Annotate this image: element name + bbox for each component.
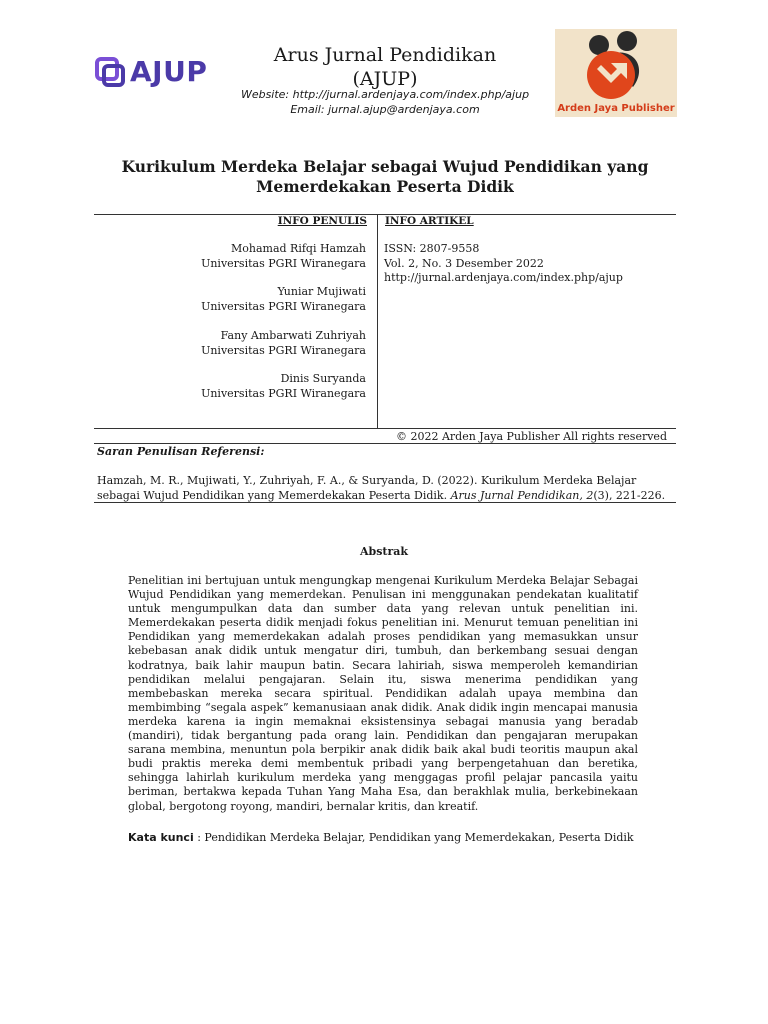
keywords-label: Kata kunci [128,831,194,844]
article-info-header: INFO ARTIKEL [385,215,474,227]
keywords-line [128,831,668,844]
citation-bottom-rule [94,502,676,503]
volume-issue: Vol. 2, No. 3 Desember 2022 [384,256,544,270]
article-title-line2: Memerdekakan Peserta Didik [256,177,514,196]
copyright-notice: © 2022 Arden Jaya Publisher All rights reserved [395,430,667,443]
author-info-header: INFO PENULIS [277,215,367,227]
author-affiliation: Universitas PGRI Wiranegara [201,256,366,270]
journal-title [200,43,570,91]
journal-email[interactable]: Email: jurnal.ajup@ardenjaya.com [290,103,480,116]
author-block [201,285,366,314]
author-name: Yuniar Mujiwati [277,285,366,298]
publisher-logo-icon [555,29,677,105]
author-affiliation: Universitas PGRI Wiranegara [201,299,366,313]
info-bottom-rule [94,428,676,429]
article-title-line1: Kurikulum Merdeka Belajar sebagai Wujud Pendidikan yang [121,157,649,176]
citation-text-main: Hamzah, M. R., Mujiwati, Y., Zuhriyah, F. A., & Suryanda, D. (2022). Kurikulum Merdeka Belajar sebagai Wujud Pendidikan yang Memerdekakan Peserta Didik. [97,474,637,502]
journal-title-line2: (AJUP) [352,68,418,90]
author-affiliation: Universitas PGRI Wiranegara [201,343,366,357]
keywords-text: : Pendidikan Merdeka Belajar, Pendidikan yang Memerdekakan, Peserta Didik [197,831,634,844]
journal-website[interactable]: Website: http://jurnal.ardenjaya.com/index.php/ajup [240,88,530,101]
citation-text [97,473,669,503]
author-block [201,242,366,271]
author-name: Dinis Suryanda [280,372,366,385]
author-affiliation: Universitas PGRI Wiranegara [201,386,366,400]
ajup-logo-text: AJUP [130,55,208,88]
abstract-body: Penelitian ini bertujuan untuk mengungkap mengenai Kurikulum Merdeka Belajar Sebagai Wujud Pendidikan yang memerdekan. Penulisan ini menggunakan pendekatan kualitatif untuk mengumpulkan data dan sumber data yang relevan untuk penelitian ini. Memerdekakan peserta didik menjadi fokus penelitian ini. Menurut temuan penelitian ini Pendidikan yang memerdekakan adalah proses pendidikan yang memasukkan unsur kebebasan anak didik untuk mengatur diri, tumbuh, dan berkembang sesuai dengan kodratnya, baik lahir maupun batin. Secara lahiriah, siswa memperoleh kemandirian pendidikan melalui pengajaran. Selain itu, siswa menerima pendidikan yang membebaskan mereka secara spiritual. Pendidikan adalah upaya membina dan membimbing “segala aspek” kemanusiaan anak didik. Anak didik ingin mencapai manusia merdeka karena ia ingin memaknai eksistensinya sebagai manusia yang beradab (mandiri), tidak bergantung pada orang lain. Pendidikan dan pengajaran merupakan sarana membina, menuntun pola berpikir anak didik baik akal budi teoritis maupun akal budi praktis mereka demi membentuk pribadi yang berpengetahuan dan beretika, sehingga lahirlah kurikulum merdeka yang menggagas profil pelajar pancasila yaitu beriman, bertakwa kepada Tuhan Yang Maha Esa, dan berakhlak mulia, berkebinekaan global, bergotong royong, mandiri, bernalar kritis, dan kreatif. [128,574,638,813]
journal-url[interactable]: http://jurnal.ardenjaya.com/index.php/ajup [384,271,623,284]
info-column-divider [377,214,378,428]
journal-title-line1: Arus Jurnal Pendidikan [273,44,497,66]
issn: ISSN: 2807-9558 [384,242,480,255]
citation-journal: Arus Jurnal Pendidikan, 2 [450,489,594,502]
publisher-name: Arden Jaya Publisher [557,103,675,114]
article-info-block [384,242,623,286]
citation-label: Saran Penulisan Referensi: [97,445,265,458]
ajup-logo [95,57,207,87]
abstract-title: Abstrak [359,545,409,558]
author-name: Mohamad Rifqi Hamzah [230,242,366,255]
citation-issue-pages: (3), 221-226. [593,489,666,502]
ajup-logo-icon [95,57,125,87]
article-title [110,157,660,197]
author-name: Fany Ambarwati Zuhriyah [220,329,366,342]
citation-top-rule [94,443,676,444]
author-block [201,329,366,358]
publisher-logo [555,29,677,117]
author-block [201,372,366,401]
